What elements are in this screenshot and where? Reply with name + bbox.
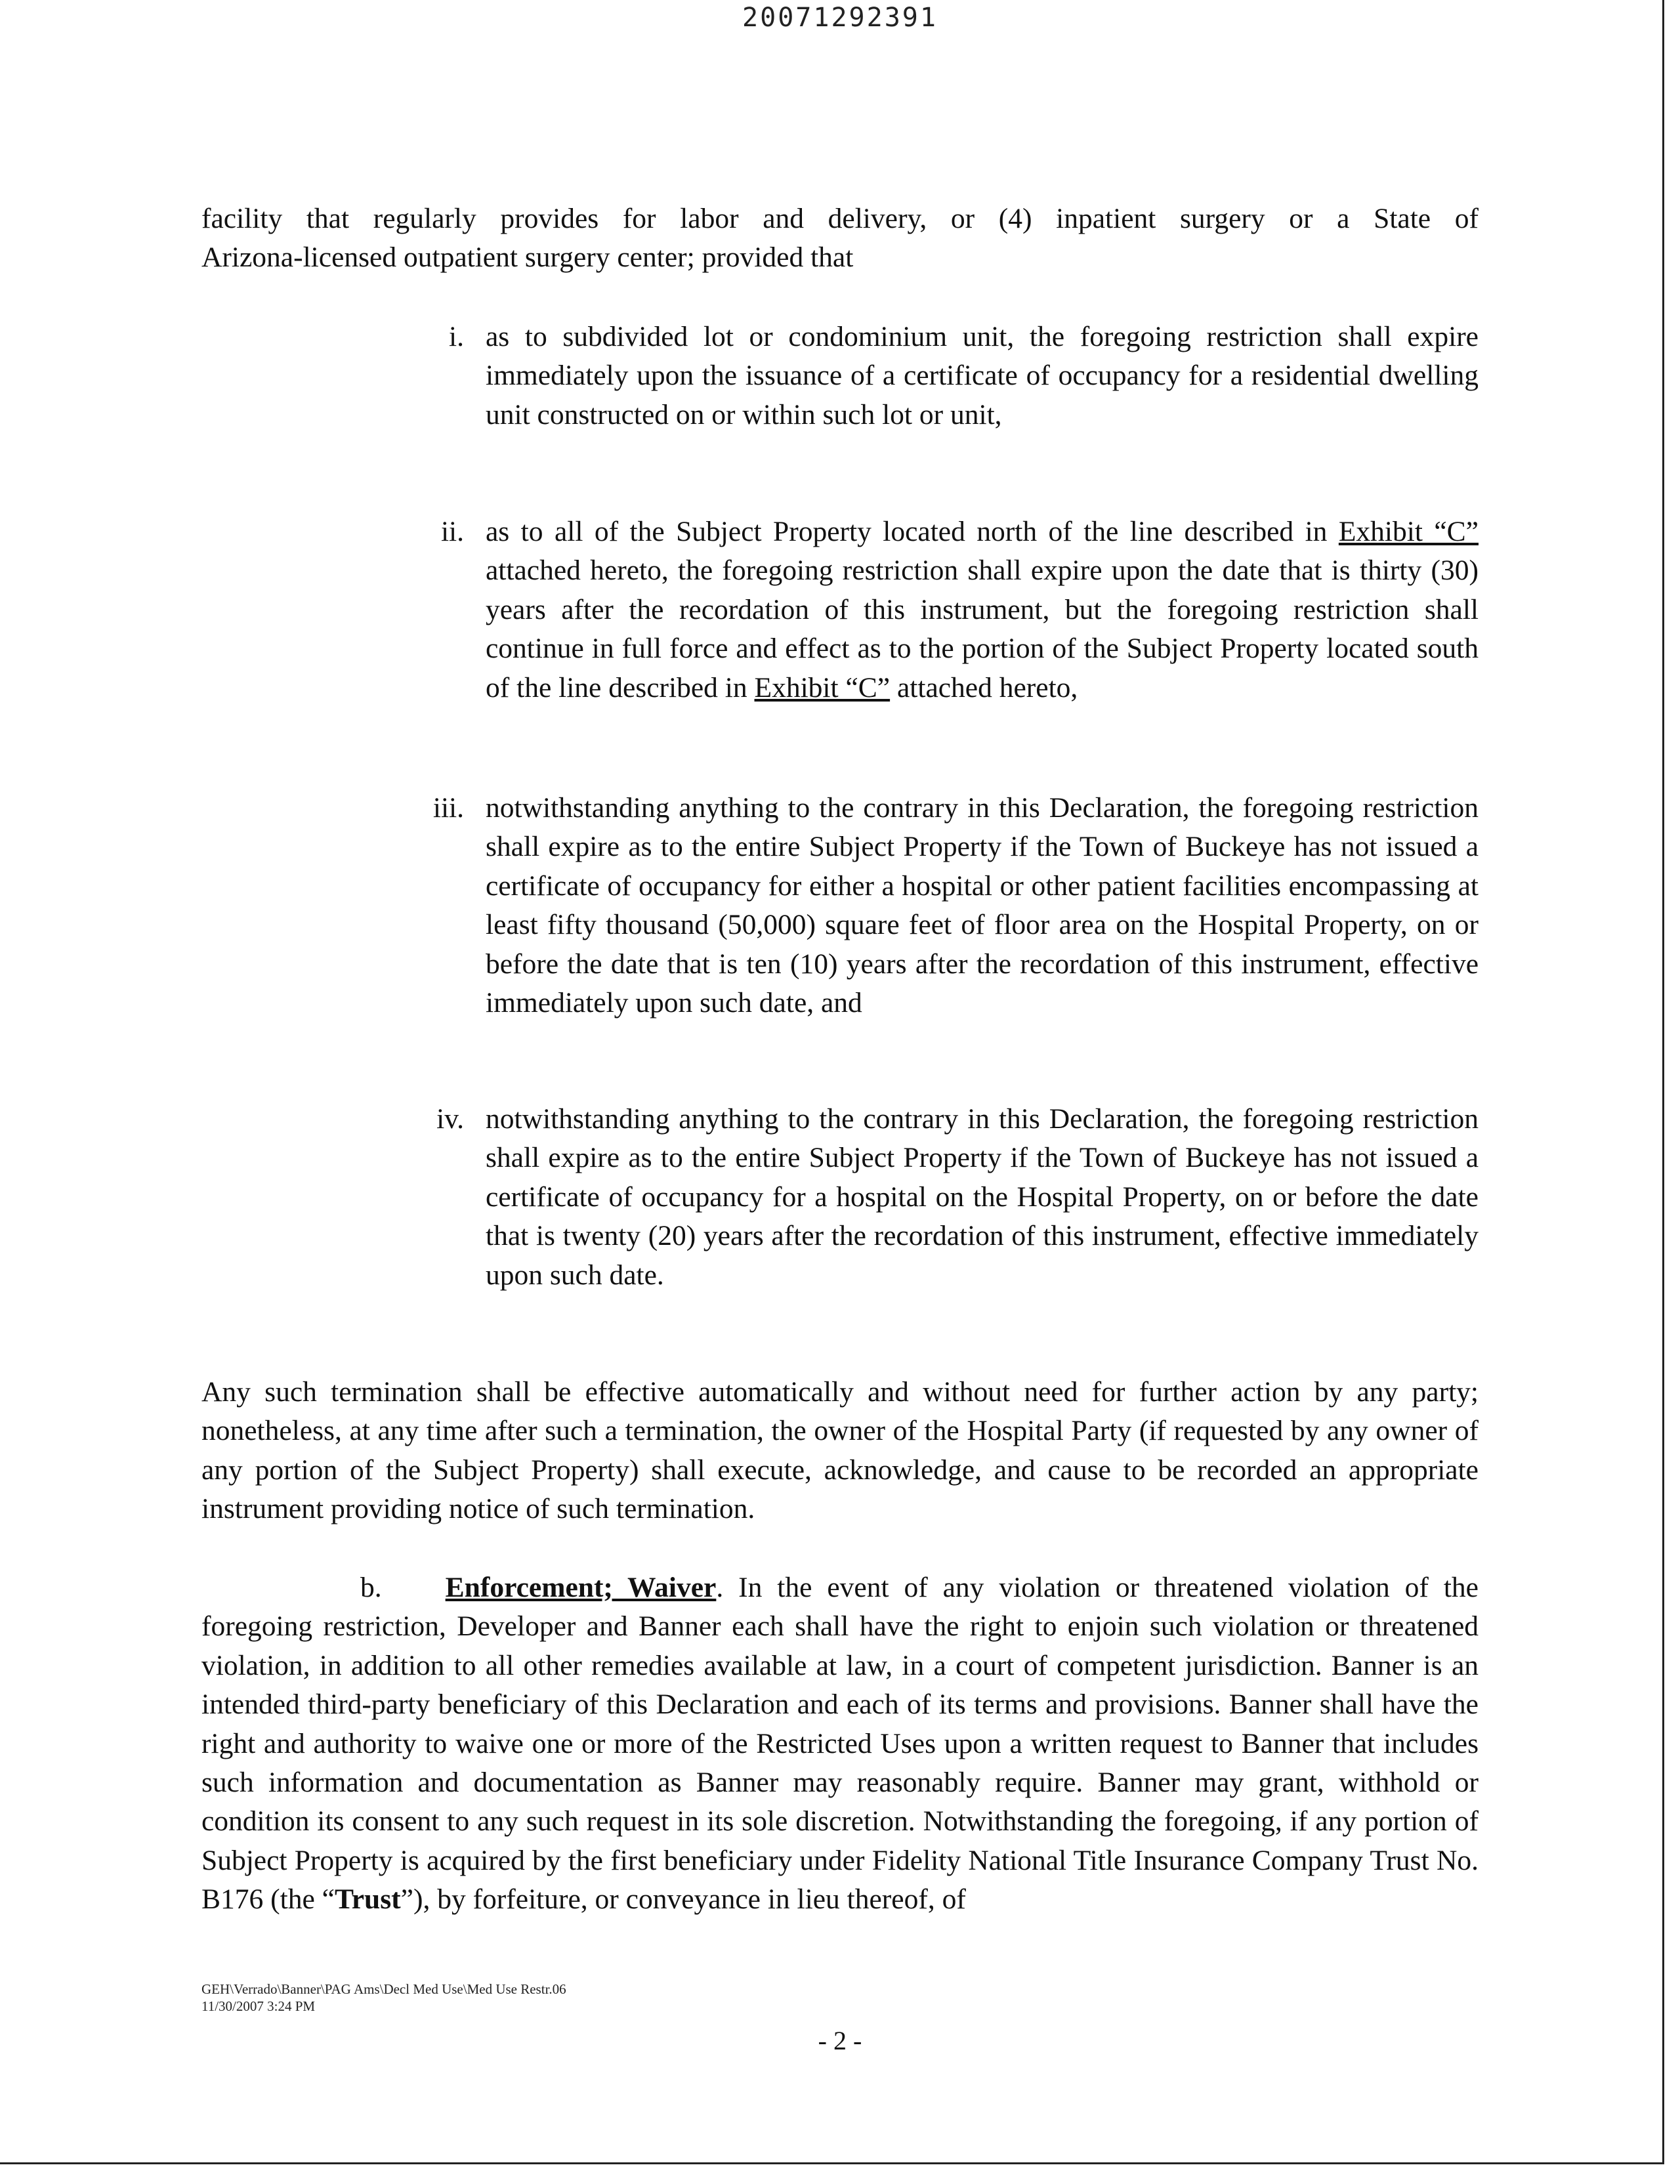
intro-line-1: facility that regularly provides for labor and delivery, or (4) inpatient surgery or a State of (201, 203, 1479, 234)
section-b-text: b. Enforcement; Waiver. In the event of any violation or threatened violation of the foregoing restriction, Developer and Banner each shall have the right to enjoin such violation or threatened violation, in addition to all other remedies available at law, in a court of competent jurisdiction. Banner is an intended third-party beneficiary of this Declaration and each of its terms and provisions. Banner shall have the right and authority to waive one or more of the Restricted Uses upon a written request to Banner that includes such information and documentation as Banner may reasonably require. Banner may grant, withhold or condition its consent to any such request in its sole discretion. Notwithstanding the foregoing, if any portion of Subject Property is acquired by the first beneficiary under Fidelity National Title Insurance Company Trust No. B176 (the “Trust”), by forfeiture, or conveyance in lieu thereof, of (201, 1572, 1479, 1916)
section-b-heading: Enforcement; Waiver (445, 1572, 717, 1603)
list-item-ii (440, 513, 1479, 707)
page-number: - 2 - (818, 2026, 862, 2055)
termination-paragraph (201, 1373, 1479, 1529)
list-item-number: i. (449, 321, 464, 352)
list-item-iv (436, 1100, 1479, 1295)
section-b-paragraph (201, 1568, 1479, 1920)
footer-file-path: GEH\Verrado\Banner\PAG Ams\Decl Med Use\Med Use Restr.06 (201, 1981, 566, 1997)
exhibit-c-reference: Exhibit “C” (1338, 516, 1479, 547)
list-item-text: as to all of the Subject Property located north of the line described in Exhibit “C” attached hereto, the foregoing restriction shall expire upon the date that is thirty (30) years after the recordation of this instrument, but the foregoing restriction shall continue in full force and effect as to the portion of the Subject Property located south of the line described in Exhibit “C” attached hereto, (486, 516, 1479, 704)
intro-line-2: Arizona-licensed outpatient surgery center; provided that (201, 242, 854, 274)
list-item-text: notwithstanding anything to the contrary in this Declaration, the foregoing restriction shall expire as to the entire Subject Property if the Town of Buckeye has not issued a certificate of occupancy for either a hospital or other patient facilities encompassing at least fifty thousand (50,000) square feet of floor area on the Hospital Property, on or before the date that is ten (10) years after the recordation of this instrument, effective immediately upon such date, and (486, 792, 1479, 1019)
footer-datetime: 11/30/2007 3:24 PM (201, 1998, 316, 2014)
list-item-text: notwithstanding anything to the contrary in this Declaration, the foregoing restriction shall expire as to the entire Subject Property if the Town of Buckeye has not issued a certificate of occupancy for a hospital on the Hospital Property, on or before the date that is twenty (20) years after the recordation of this instrument, effective immediately upon such date. (486, 1103, 1479, 1291)
document-number: 20071292391 (742, 3, 938, 33)
list-item-iii (432, 789, 1479, 1022)
section-b-letter: b. (360, 1572, 382, 1603)
intro-paragraph (201, 200, 1479, 278)
list-item-number: ii. (440, 516, 464, 547)
list-item-i (449, 318, 1479, 434)
list-item-number: iii. (432, 792, 464, 824)
trust-term: Trust (334, 1883, 401, 1916)
termination-text: Any such termination shall be effective automatically and without need for further action by any party; nonetheless, at any time after such a termination, the owner of the Hospital Party (if requested by any owner of any portion of the Subject Property) shall execute, acknowledge, and cause to be recorded an appropriate instrument providing notice of such termination. (201, 1376, 1479, 1525)
footer-file-info (201, 1981, 566, 2015)
list-item-text: as to subdivided lot or condominium unit, the foregoing restriction shall expire immediately upon the issuance of a certificate of occupancy for a residential dwelling unit constructed on or within such lot or unit, (486, 321, 1479, 430)
list-item-number: iv. (436, 1103, 464, 1135)
exhibit-c-reference: Exhibit “C” (754, 671, 891, 704)
